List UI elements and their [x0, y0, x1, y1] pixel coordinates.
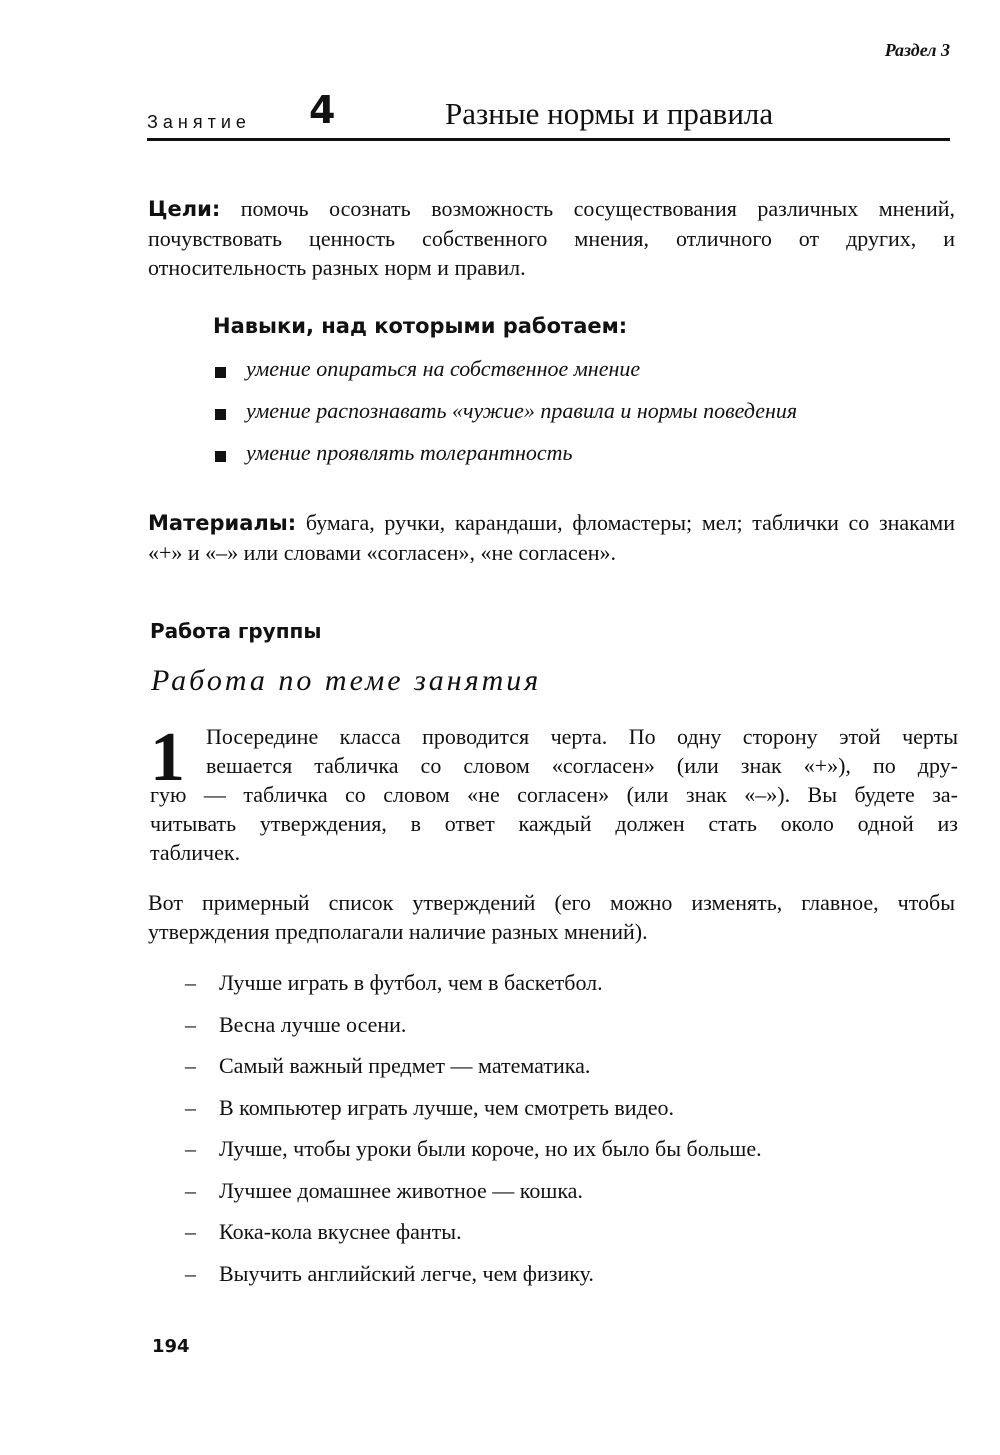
materials-paragraph — [148, 508, 955, 567]
materials-label: Материалы: — [148, 511, 297, 535]
step-line: вешается табличка со словом «согласен» (или знак «+»), по дру- — [206, 753, 958, 778]
goals-label: Цели: — [148, 197, 221, 221]
page-number: 194 — [152, 1336, 190, 1357]
dash-bullet: – — [185, 1011, 196, 1037]
statement-item: – Самый важный предмет — математика. — [185, 1053, 591, 1078]
statement-item: – В компьютер играть лучше, чем смотреть видео. — [185, 1094, 675, 1120]
statement-item: – Лучше играть в футбол, чем в баскетбол. — [185, 970, 603, 995]
statement-item: – Выучить английский легче, чем физику. — [185, 1260, 594, 1286]
lesson-header — [147, 88, 950, 141]
dash-bullet: – — [185, 1177, 196, 1203]
group-heading: Работа группы — [150, 619, 322, 643]
section-label: Раздел 3 — [884, 40, 950, 60]
dash-bullet: – — [185, 1053, 196, 1078]
materials-text: бумага, ручки, карандаши, фломастеры; мел; таблички со знаками «+» и «–» или словами «согласен», «не согласен». — [148, 510, 955, 565]
lesson-word: Занятие — [147, 112, 251, 132]
skills-heading: Навыки, над которыми работаем: — [213, 314, 628, 338]
square-bullet-icon — [215, 451, 226, 462]
statement-item: – Весна лучше осени. — [185, 1011, 407, 1037]
square-bullet-icon — [215, 409, 226, 420]
statement-item: – Кока-кола вкуснее фанты. — [185, 1219, 462, 1244]
lesson-number: 4 — [309, 88, 336, 132]
skills-list — [213, 356, 797, 482]
statements-list — [185, 970, 762, 1302]
dash-bullet: – — [185, 970, 196, 995]
dash-bullet: – — [185, 1219, 196, 1244]
statement-item: – Лучшее домашнее животное — кошка. — [185, 1177, 583, 1203]
goals-paragraph — [148, 194, 955, 282]
step-line: читывать утверждения, в ответ каждый должен стать около одной из — [150, 811, 958, 836]
skill-item: умение опираться на собственное мнение — [213, 356, 797, 398]
step-line: табличек. — [150, 840, 241, 865]
dash-bullet: – — [185, 1094, 196, 1120]
step-line: гую — табличка со словом «не согласен» (или знак «–»). Вы будете за- — [150, 782, 958, 807]
square-bullet-icon — [215, 367, 226, 378]
statement-item: – Лучше, чтобы уроки были короче, но их было бы больше. — [185, 1136, 762, 1161]
goals-text: помочь осознать возможность сосуществования различных мнений, почувствовать ценность собственного мнения, отличного от других, и относительность разных норм и правил. — [148, 196, 956, 280]
lesson-title: Разные нормы и правила — [445, 96, 774, 131]
dash-bullet: – — [185, 1260, 196, 1286]
step-line: Посередине класса проводится черта. По одну сторону этой черты — [206, 724, 958, 749]
skill-item: умение распознавать «чужие» правила и нормы поведения — [213, 398, 797, 440]
intro-paragraph: Вот примерный список утверждений (его можно изменять, главное, чтобы утверждения предполагали наличие разных мнений). — [148, 890, 955, 944]
skill-item: умение проявлять толерантность — [213, 440, 797, 482]
subheading: Работа по теме занятия — [151, 664, 542, 697]
dash-bullet: – — [185, 1136, 196, 1161]
step-number: 1 — [150, 719, 185, 796]
